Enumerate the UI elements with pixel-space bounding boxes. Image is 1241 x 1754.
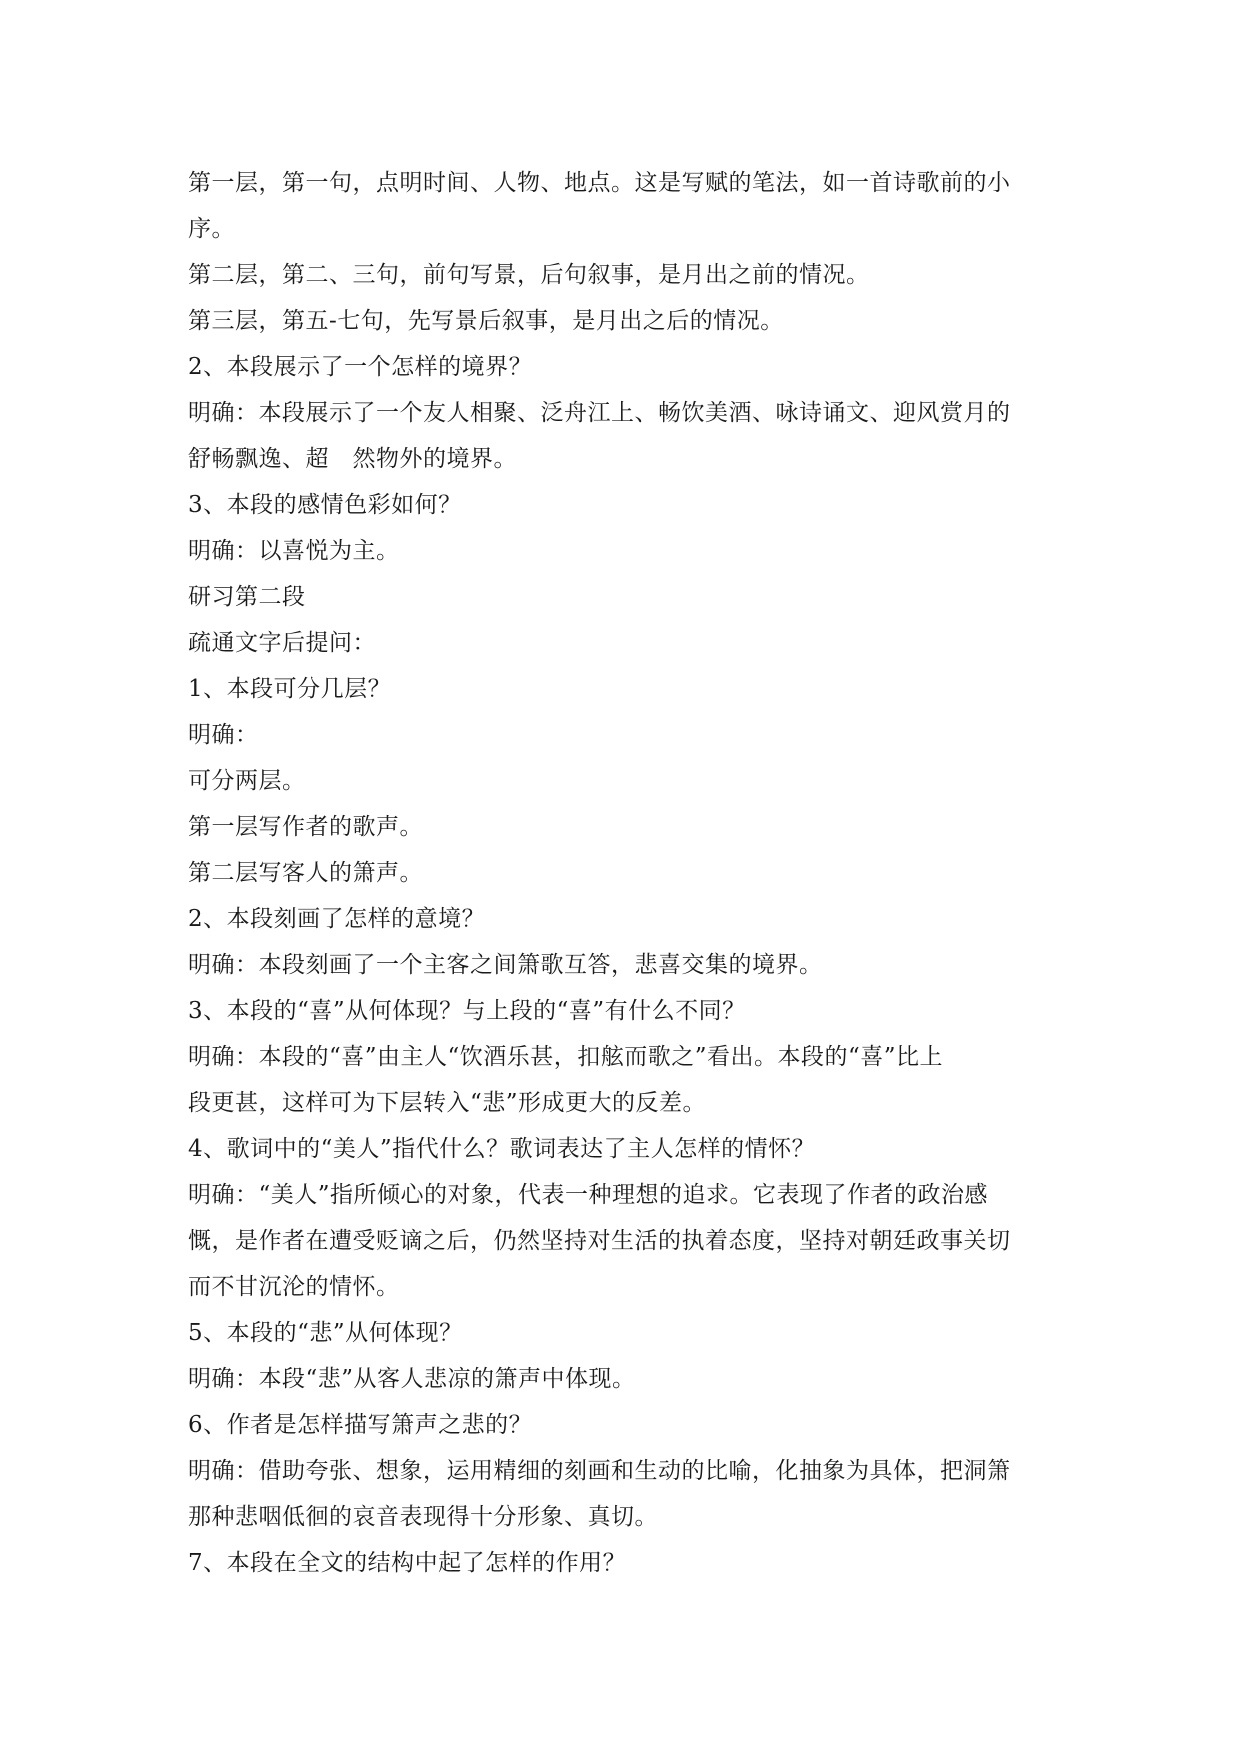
- answer-line: 明确：本段“悲”从客人悲凉的箫声中体现。: [188, 1366, 636, 1392]
- answer-line: 明确：“美人”指所倾心的对象，代表一种理想的追求。它表现了作者的政治感: [188, 1182, 989, 1208]
- document-body: [188, 160, 1058, 1586]
- answer-line: 明确：本段刻画了一个主客之间箫歌互答，悲喜交集的境界。: [188, 952, 823, 978]
- answer-line: 明确：借助夸张、想象，运用精细的刻画和生动的比喻，化抽象为具体，把洞箫: [188, 1458, 1011, 1484]
- text-line: 第一层，第一句，点明时间、人物、地点。这是写赋的笔法，如一首诗歌前的小: [188, 170, 1011, 196]
- answer-line: 明确：: [188, 722, 259, 748]
- text-line: 舒畅飘逸、超 然物外的境界。: [188, 446, 517, 472]
- text-line: 可分两层。: [188, 768, 306, 794]
- question-line: 2、本段刻画了怎样的意境？: [188, 906, 486, 932]
- question-line: 5、本段的“悲”从何体现？: [188, 1320, 463, 1346]
- text-line: 疏通文字后提问：: [188, 630, 376, 656]
- question-line: 1、本段可分几层？: [188, 676, 392, 702]
- text-line: 那种悲咽低徊的哀音表现得十分形象、真切。: [188, 1504, 658, 1530]
- question-line: 3、本段的“喜”从何体现？与上段的“喜”有什么不同？: [188, 998, 746, 1024]
- section-heading: 研习第二段: [188, 584, 306, 610]
- question-line: 3、本段的感情色彩如何？: [188, 492, 462, 518]
- text-line: 第二层，第二、三句，前句写景，后句叙事，是月出之前的情况。: [188, 262, 870, 288]
- answer-line: 明确：以喜悦为主。: [188, 538, 400, 564]
- question-line: 2、本段展示了一个怎样的境界？: [188, 354, 533, 380]
- text-line: 段更甚，这样可为下层转入“悲”形成更大的反差。: [188, 1090, 707, 1116]
- text-line: 而不甘沉沦的情怀。: [188, 1274, 400, 1300]
- question-line: 7、本段在全文的结构中起了怎样的作用？: [188, 1550, 627, 1576]
- text-line: 序。: [188, 216, 235, 242]
- question-line: 6、作者是怎样描写箫声之悲的？: [188, 1412, 533, 1438]
- question-line: 4、歌词中的“美人”指代什么？歌词表达了主人怎样的情怀？: [188, 1136, 816, 1162]
- text-line: 第二层写客人的箫声。: [188, 860, 423, 886]
- text-line: 第三层，第五-七句，先写景后叙事，是月出之后的情况。: [188, 308, 784, 334]
- text-line: 第一层写作者的歌声。: [188, 814, 423, 840]
- answer-line: 明确：本段展示了一个友人相聚、泛舟江上、畅饮美酒、咏诗诵文、迎风赏月的: [188, 400, 1011, 426]
- answer-line: 明确：本段的“喜”由主人“饮酒乐甚，扣舷而歌之”看出。本段的“喜”比上: [188, 1044, 944, 1070]
- text-line: 慨，是作者在遭受贬谪之后，仍然坚持对生活的执着态度，坚持对朝廷政事关切: [188, 1228, 1011, 1254]
